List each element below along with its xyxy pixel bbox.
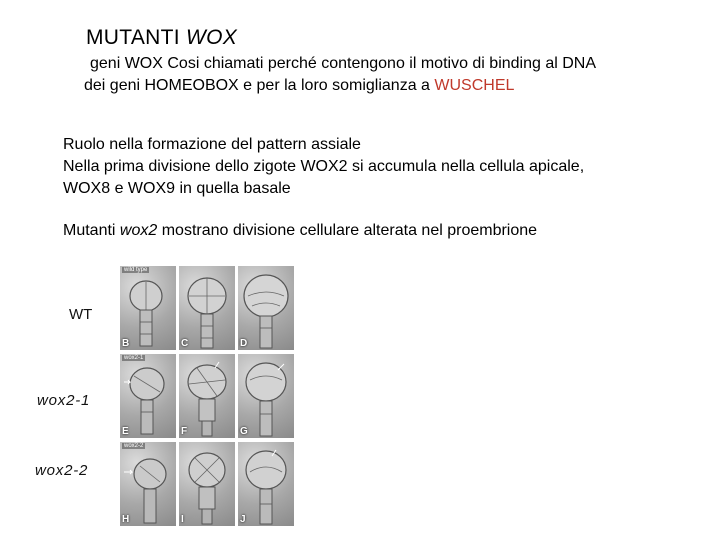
embryo-panel-g — [238, 354, 294, 438]
mutants-line — [63, 220, 537, 242]
embryo-panel-j — [238, 442, 294, 526]
wuschel-highlight: WUSCHEL — [434, 77, 515, 94]
row-tag: wild type — [124, 267, 148, 273]
intro-line-2 — [84, 75, 514, 97]
intro-line-1: geni WOX Cosi chiamati perché contengono il motivo di binding al DNA — [90, 55, 597, 72]
row-label-wox2-2: wox2-2 — [35, 462, 89, 479]
page-title — [86, 26, 237, 50]
row-tag: wox2-1 — [124, 355, 144, 361]
embryo-micrograph-figure — [120, 266, 294, 528]
title-italic: WOX — [186, 26, 238, 49]
role-line-1: Ruolo nella formazione del pattern assiale — [63, 136, 361, 153]
embryo-drawing — [238, 442, 294, 526]
row-label-wox2-1: wox2-1 — [37, 392, 91, 409]
row-label-wt: WT — [69, 306, 93, 323]
row-tag: wox2-2 — [124, 443, 144, 449]
panel-letter: F — [181, 426, 188, 437]
title-main: MUTANTI — [86, 26, 186, 49]
embryo-panel-h — [120, 442, 176, 526]
mutants-gene: wox2 — [119, 222, 158, 239]
embryo-drawing — [179, 442, 235, 526]
embryo-panel-d — [238, 266, 294, 350]
panel-letter: C — [181, 338, 189, 349]
mutants-post: mostrano divisione cellulare alterata nel proembrione — [157, 222, 538, 239]
embryo-panel-c — [179, 266, 235, 350]
panel-letter: D — [240, 338, 248, 349]
panel-letter: E — [122, 426, 129, 437]
embryo-panel-f — [179, 354, 235, 438]
panel-letter: G — [240, 426, 248, 437]
intro-line-2-text: dei geni HOMEOBOX e per la loro somiglianza a — [84, 77, 435, 94]
panel-letter: I — [181, 514, 184, 525]
panel-letter: H — [122, 514, 130, 525]
embryo-panel-e — [120, 354, 176, 438]
panel-letter: J — [240, 514, 246, 525]
embryo-panel-i — [179, 442, 235, 526]
embryo-drawing — [179, 354, 235, 438]
embryo-panel-b — [120, 266, 176, 350]
role-line-3: WOX8 e WOX9 in quella basale — [63, 180, 291, 197]
role-line-2: Nella prima divisione dello zigote WOX2 si accumula nella cellula apicale, — [63, 158, 585, 175]
panel-letter: B — [122, 338, 130, 349]
mutants-pre: Mutanti — [63, 222, 120, 239]
